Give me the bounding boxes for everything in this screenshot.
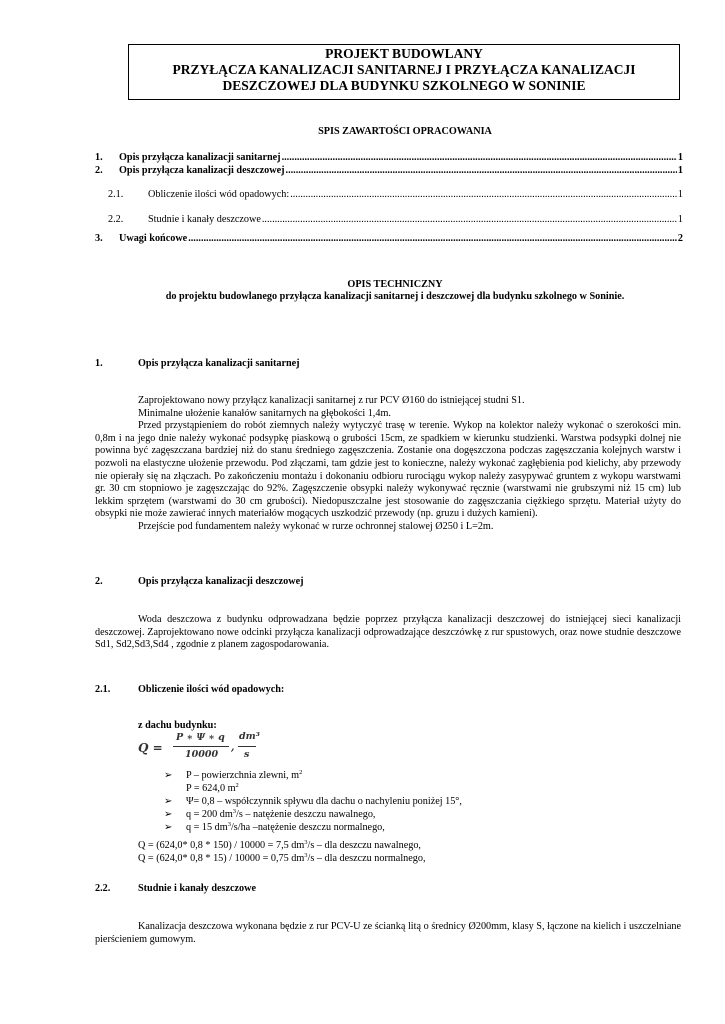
toc-item-number: 3. — [95, 233, 103, 244]
toc-item-page: 2 — [677, 233, 683, 244]
section-1-p3: Przed przystąpieniem do robót ziemnych należy wytyczyć trasę w terenie. Wykop na kolektor należy wykonać o szerokości min. 0,8m i na jego dnie należy wykonać podsypkę piaskową o grubości 15cm, ze spadkiem w kierunku studzienki. Warstwa podsypki dolnej nie powinna być zagęszczana bardziej niż do stanu średniego zagęszczenia. Zostanie ona dogęszczona podczas zagęszczania kolejnych warstw i pozwoli na elastyczne ułożenie przewodu. Pod złączami, tam gdzie jest to konieczne, należy wykonać zagłębienia pod kielichy, aby przewody nie opierały się na złączach. Po zakończeniu montażu i dokonaniu odbioru rurociągu wykop należy zasypywać gruntem z wykopu warstwami gr. 30 cm stopniowo je zagęszczając do 92%. Zagęszczenie obsypki należy wykonywać ręcznie (warstwami nie grubszymi niż 15 cm) lub lekkim sprzętem (warstwami do 30 cm grubości). Niedopuszczalne jest stosowanie do zagęszczania ciężkiego sprzętu. Materiał użyty do obsypki nie może zawierać innych materiałów mogących uszkodzić przewody (np. gruzu i dużych kamieni). — [95, 420, 681, 520]
section-1-p4: Przejście pod fundamentem należy wykonać w rurze ochronnej stalowej Ø250 i L=2m. — [138, 520, 494, 532]
arrow-bullet-icon: ➢ — [164, 809, 173, 820]
section-1-p1: Zaprojektowano nowy przyłącz kanalizacji sanitarnej z rur PCV Ø160 do istniejącej studni S1. — [138, 395, 525, 406]
formula-lhs: Q = — [138, 741, 163, 755]
opis-title: OPIS TECHNICZNY — [347, 279, 443, 290]
param-item: P = 624,0 $m^2$ — [186, 782, 239, 794]
title-line-3: DESZCZOWEJ DLA BUDYNKU SZKOLNEGO W SONINIE — [222, 78, 586, 93]
toc-item-2[interactable] — [95, 165, 683, 176]
section-2-2-number: 2.2. — [95, 883, 111, 894]
toc-leader-dots — [262, 214, 677, 225]
formula-numerator: P ∗ Ψ ∗ q — [176, 732, 225, 743]
calc-normal-rain: Q = (624,0* 0,8 * 15) / 10000 = 0,75 $dm^3/s$ – dla deszczu normalnego, — [138, 852, 426, 864]
section-2-1-title: Obliczenie ilości wód opadowych: — [138, 684, 285, 695]
toc-item-label: Obliczenie ilości wód opadowych: — [148, 189, 290, 200]
toc-leader-dots — [286, 165, 677, 176]
section-2-body — [95, 614, 681, 652]
title-line-2: PRZYŁĄCZA KANALIZACJI SANITARNEJ I PRZYŁĄCZA KANALIZACJI — [172, 62, 636, 77]
formula-unit-bar — [238, 746, 256, 747]
section-1-number: 1. — [95, 358, 103, 369]
toc-item-page: 1 — [677, 189, 683, 200]
opis-subtitle: do projektu budowlanego przyłącza kanalizacji sanitarnej i deszczowej dla budynku szkolnego w Soninie. — [165, 291, 625, 302]
section-1-p2: Minimalne ułożenie kanałów sanitarnych na głębokości 1,4m. — [138, 407, 391, 419]
arrow-bullet-icon: ➢ — [164, 796, 173, 807]
formula-unit-numerator: dm³ — [239, 731, 260, 742]
toc-leader-dots — [290, 189, 677, 200]
param-item: ➢ q = 200 $dm^3/s$ – natężenie deszczu nawalnego, — [164, 808, 376, 820]
section-2-2-title: Studnie i kanały deszczowe — [138, 883, 257, 894]
toc-item-1[interactable] — [95, 152, 683, 163]
toc-item-label: Opis przyłącza kanalizacji deszczowej — [119, 165, 285, 176]
section-2-1-subhead: z dachu budynku: — [138, 720, 217, 731]
toc-item-label: Opis przyłącza kanalizacji sanitarnej — [119, 152, 281, 163]
toc-item-3[interactable] — [95, 233, 683, 244]
section-2-title: Opis przyłącza kanalizacji deszczowej — [138, 576, 304, 587]
toc-item-number: 1. — [95, 152, 103, 163]
section-2-number: 2. — [95, 576, 103, 587]
toc-leader-dots — [188, 233, 677, 244]
section-1-title: Opis przyłącza kanalizacji sanitarnej — [138, 358, 300, 369]
formula-fraction-bar — [173, 746, 229, 747]
calc-heavy-rain: Q = (624,0* 0,8 * 150) / 10000 = 7,5 $dm^3/s$ – dla deszczu nawalnego, — [138, 839, 421, 851]
rainwater-formula — [138, 731, 260, 765]
param-item: ➢ q = 15 $dm^3/s/ha$ –natężenie deszczu normalnego, — [164, 821, 385, 833]
toc-item-page: 1 — [677, 152, 683, 163]
toc-leader-dots — [282, 152, 677, 163]
section-2-2-p1: Kanalizacja deszczowa wykonana będzie z rur PCV-U ze ścianką litą o średnicy Ø200mm, klasy S, łączone na kielich i uszczelniane pierścieniem gumowym. — [95, 921, 681, 945]
toc-item-number: 2.1. — [108, 189, 124, 200]
section-2-2-body — [95, 921, 681, 946]
toc-item-page: 1 — [677, 214, 683, 225]
param-item: ➢ Ψ= 0,8 – współczynnik spływu dla dachu o nachyleniu poniżej 15°, — [164, 796, 462, 807]
section-1-body — [95, 395, 681, 534]
toc-item-number: 2.2. — [108, 214, 124, 225]
toc-item-number: 2. — [95, 165, 103, 176]
toc-item-2-1[interactable] — [108, 189, 683, 200]
title-line-1: PROJEKT BUDOWLANY — [325, 46, 483, 61]
toc-item-label: Uwagi końcowe — [119, 233, 188, 244]
arrow-bullet-icon: ➢ — [164, 822, 173, 833]
section-2-1-number: 2.1. — [95, 684, 111, 695]
formula-denominator: 10000 — [185, 749, 219, 760]
title-box — [128, 44, 680, 100]
param-item: ➢ P – powierzchnia zlewni, $m^2$ — [164, 769, 303, 781]
formula-unit-denominator: s — [244, 749, 250, 760]
arrow-bullet-icon: ➢ — [164, 770, 173, 781]
toc-item-2-2[interactable] — [108, 214, 683, 225]
section-2-p1: Woda deszczowa z budynku odprowadzana będzie poprzez przyłącza kanalizacji deszczowej do istniejącej sieci kanalizacji deszczowej. Zaprojektowano nowe odcinki przyłącza kanalizacji odprowadzające deszczówkę z rur spustowych, oraz nowe studnie deszczowe Sd1, Sd2,Sd3,Sd4 , zgodnie z planem zagospodarowania. — [95, 614, 681, 651]
toc-item-page: 1 — [677, 165, 683, 176]
toc-title: SPIS ZAWARTOŚCI OPRACOWANIA — [318, 126, 492, 137]
toc-item-label: Studnie i kanały deszczowe — [148, 214, 261, 225]
formula-separator: , — [231, 742, 235, 753]
